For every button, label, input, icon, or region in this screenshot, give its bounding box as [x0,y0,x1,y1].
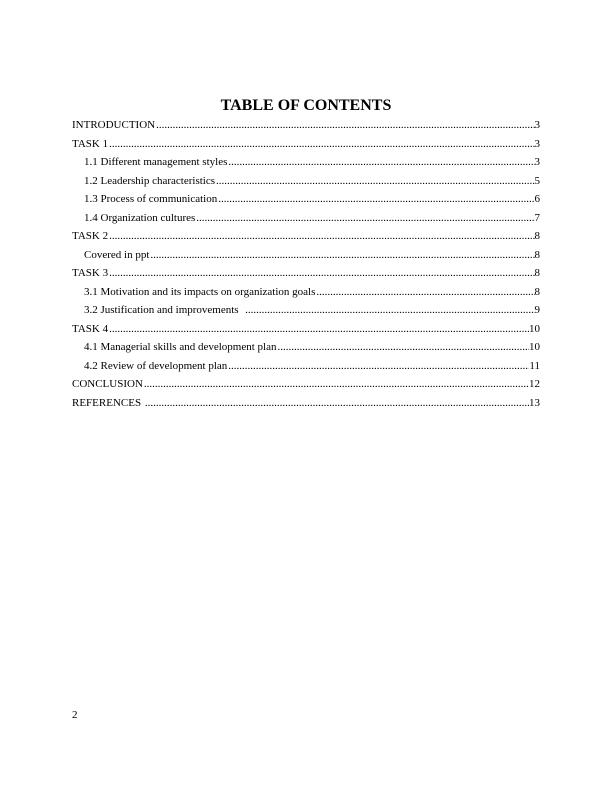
dot-leader [109,264,534,283]
toc-entry-task-4[interactable] [72,320,540,339]
toc-entry-label[interactable]: CONCLUSION [72,378,143,390]
toc-page-number: 8 [534,248,540,261]
toc-page-number: 11 [529,359,540,372]
toc-entry-label[interactable]: 4.1 Managerial skills and development plan [84,341,277,353]
toc-page-number: 3 [534,156,540,168]
toc-entry-introduction[interactable] [72,116,540,135]
toc-entry-label[interactable]: 1.3 Process of communication [84,193,218,205]
dot-leader [156,116,534,135]
toc-entry-3-2[interactable] [72,301,540,320]
toc-entry-label[interactable]: 3.1 Motivation and its impacts on organization goals [84,285,316,298]
toc-page-number: 10 [529,341,540,353]
toc-page-number: 7 [534,211,540,224]
toc-entry-4-2[interactable] [72,357,540,376]
toc-entry-1-1[interactable] [72,153,540,172]
dot-leader [277,338,529,357]
toc-entry-label[interactable]: 4.2 Review of development plan [84,359,228,372]
toc-entry-label[interactable]: 1.1 Different management styles [84,156,228,168]
toc-page-number: 3 [534,119,540,131]
dot-leader [109,320,529,339]
toc-page-number: 12 [529,378,540,390]
toc-page-number: 10 [529,322,540,335]
toc-entry-4-1[interactable] [72,338,540,357]
dot-leader [109,227,534,246]
dot-leader [228,357,529,376]
toc-entry-label[interactable]: Covered in ppt [84,248,150,261]
toc-entry-label[interactable]: REFERENCES [72,396,144,409]
dot-leader [316,283,534,302]
footer-page-number: 2 [72,709,78,721]
toc-title: TABLE OF CONTENTS [220,97,392,114]
toc-page-number: 6 [534,193,540,205]
toc-page-number: 8 [534,285,540,298]
toc-entry-label[interactable]: TASK 2 [72,230,109,242]
toc-page-number: 8 [534,230,540,242]
dot-leader [109,135,534,154]
dot-leader [245,301,534,320]
dot-leader [218,190,534,209]
toc-entry-conclusion[interactable] [72,375,540,394]
toc-entry-covered-in-ppt[interactable] [72,246,540,265]
toc-page-number: 5 [534,174,540,187]
toc-entry-1-2[interactable] [72,172,540,191]
toc-entry-label[interactable]: 1.2 Leadership characteristics [84,174,216,187]
dot-leader [196,209,534,228]
toc-page-number: 9 [534,304,540,316]
toc-entry-1-4[interactable] [72,209,540,228]
toc-entry-3-1[interactable] [72,283,540,302]
toc-entry-label[interactable]: INTRODUCTION [72,119,156,131]
toc-entry-label[interactable]: TASK 1 [72,137,109,150]
table-of-contents [72,116,540,412]
toc-entry-label[interactable]: TASK 4 [72,322,109,335]
toc-entry-task-3[interactable] [72,264,540,283]
toc-page-number: 8 [534,267,540,279]
toc-entry-label[interactable]: TASK 3 [72,267,109,279]
dot-leader [145,394,529,413]
toc-entry-1-3[interactable] [72,190,540,209]
dot-leader [228,153,534,172]
dot-leader [150,246,534,265]
toc-entry-task-1[interactable] [72,135,540,154]
dot-leader [144,375,529,394]
dot-leader [216,172,534,191]
toc-entry-label[interactable]: 1.4 Organization cultures [84,211,196,224]
toc-entry-task-2[interactable] [72,227,540,246]
toc-entry-label[interactable]: 3.2 Justification and improvements [84,304,245,316]
toc-page-number: 3 [534,137,540,150]
toc-entry-references[interactable] [72,394,540,413]
toc-page-number: 13 [529,396,540,409]
